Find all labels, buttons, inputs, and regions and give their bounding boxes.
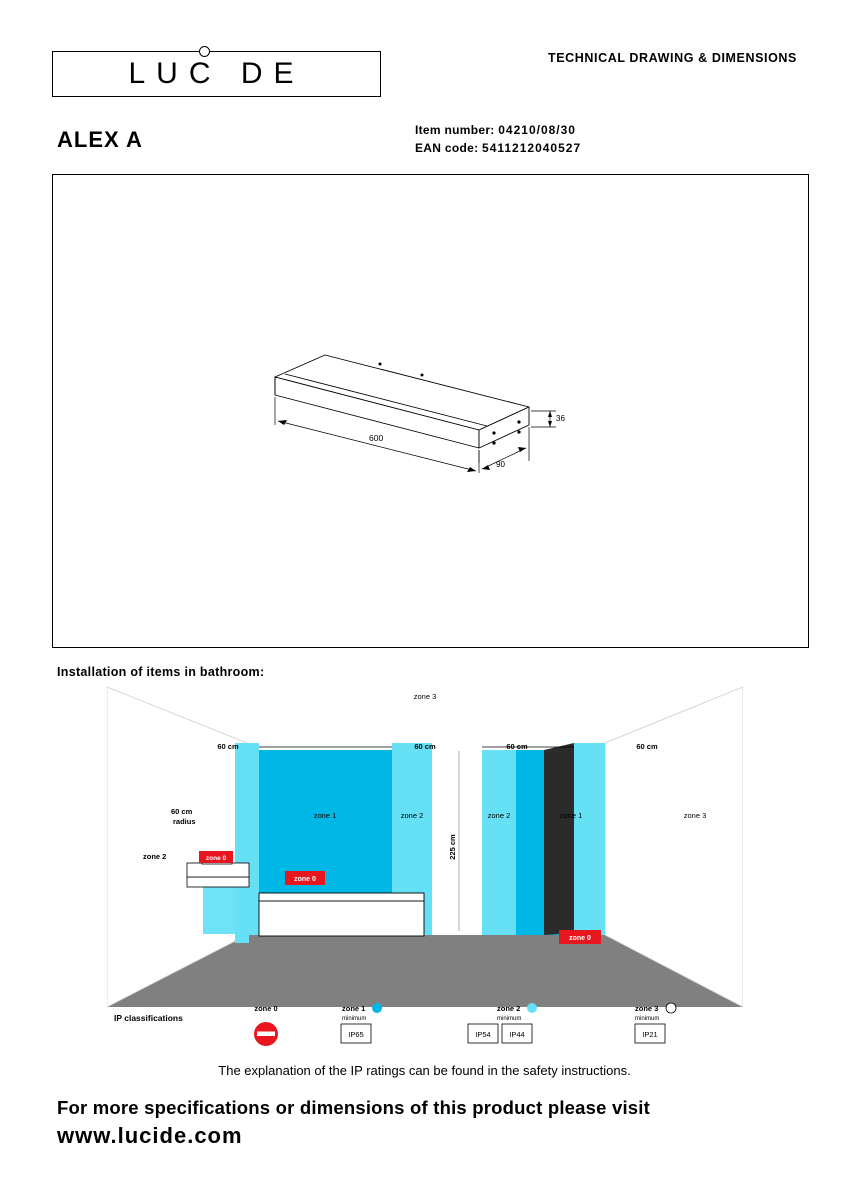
- lucide-logo-text: LUC DE: [128, 57, 305, 90]
- installation-section-title: Installation of items in bathroom:: [57, 665, 265, 679]
- dim-depth-text: 90: [496, 460, 505, 469]
- ip-explanation-note: The explanation of the IP ratings can be found in the safety instructions.: [218, 1063, 631, 1078]
- svg-text:IP21: IP21: [642, 1030, 658, 1039]
- svg-text:zone 1: zone 1: [313, 811, 337, 820]
- svg-text:radius: radius: [173, 817, 196, 826]
- item-number-value: 04210/08/30: [498, 123, 576, 137]
- svg-text:60 cm: 60 cm: [506, 742, 528, 751]
- forbidden-icon: [254, 1022, 278, 1046]
- svg-text:60 cm: 60 cm: [414, 742, 436, 751]
- svg-text:zone 2: zone 2: [487, 811, 511, 820]
- svg-text:zone 0: zone 0: [254, 1004, 278, 1013]
- dim-height-text: 36: [556, 414, 565, 423]
- svg-text:zone 2: zone 2: [143, 852, 167, 861]
- svg-text:60 cm: 60 cm: [171, 807, 193, 816]
- technical-drawing-frame: [52, 174, 809, 648]
- svg-text:zone 0: zone 0: [294, 876, 316, 883]
- svg-text:IP65: IP65: [348, 1030, 364, 1039]
- svg-text:minimum: minimum: [635, 1016, 660, 1022]
- svg-text:minimum: minimum: [342, 1016, 367, 1022]
- svg-text:IP54: IP54: [475, 1030, 491, 1039]
- header-title: TECHNICAL DRAWING & DIMENSIONS: [547, 51, 797, 65]
- zone0-badge-tub: [285, 871, 325, 885]
- svg-text:zone 3: zone 3: [635, 1004, 659, 1013]
- svg-text:225 cm: 225 cm: [448, 834, 457, 860]
- svg-text:zone 2: zone 2: [497, 1004, 521, 1013]
- zone0-badge-shower: [559, 930, 601, 944]
- svg-text:zone 3: zone 3: [683, 811, 707, 820]
- svg-text:zone 0: zone 0: [205, 855, 227, 862]
- ean-code-label: EAN code:: [415, 141, 479, 155]
- svg-text:zone 1: zone 1: [342, 1004, 366, 1013]
- svg-text:zone 2: zone 2: [400, 811, 424, 820]
- svg-text:zone 1: zone 1: [559, 811, 583, 820]
- footer-website[interactable]: www.lucide.com: [57, 1123, 243, 1148]
- item-number-label: Item number:: [415, 123, 495, 137]
- bathroom-zones-diagram: [107, 681, 743, 1051]
- lamp-isometric-drawing: [53, 175, 808, 647]
- dim-length-text: 600: [369, 433, 384, 443]
- svg-text:60 cm: 60 cm: [636, 742, 658, 751]
- footer-line-1: For more specifications or dimensions of this product please visit: [57, 1097, 650, 1118]
- label-zone3-top: zone 3: [413, 692, 437, 701]
- svg-text:minimum: minimum: [497, 1016, 522, 1022]
- ean-code: [415, 141, 581, 155]
- svg-text:60 cm: 60 cm: [217, 742, 239, 751]
- lucide-logo: [52, 51, 381, 97]
- zone0-badge-sink: [199, 851, 233, 863]
- svg-text:zone 0: zone 0: [569, 935, 591, 942]
- page-title: ALEX A: [57, 127, 143, 152]
- svg-text:IP44: IP44: [509, 1030, 525, 1039]
- ip-classifications-title: IP classifications: [114, 1013, 183, 1023]
- ean-code-value: 5411212040527: [482, 141, 582, 155]
- item-number: [415, 123, 576, 137]
- lucide-logo-dot-icon: [199, 46, 210, 57]
